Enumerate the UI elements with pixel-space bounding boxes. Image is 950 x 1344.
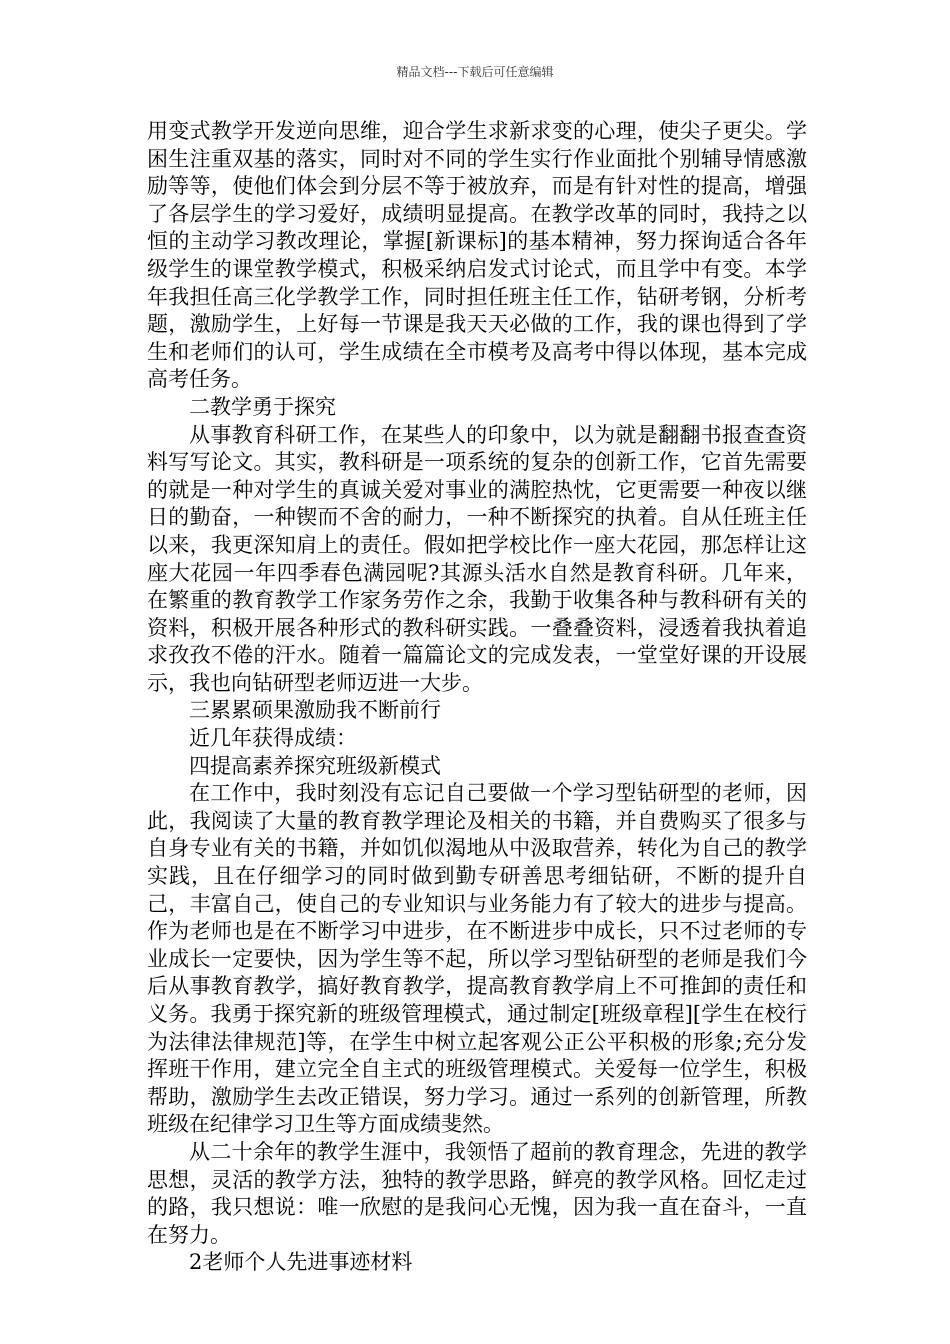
document-body (147, 118, 807, 1277)
section-heading-class-model: 四提高素养探究班级新模式 (189, 753, 441, 778)
paragraph-teaching-methods: 用变式教学开发逆向思维，迎合学生求新求变的心理，使尖子更尖。学困生注重双基的落实，同时对不同的学生实行作业面批个别辅导情感激励等等，使他们体会到分层不等于被放弃，而是有针对性的提高，增强了各层学生的学习爱好，成绩明显提高。在教学改革的同时，我持之以恒的主动学习教改理论，掌握[新课标]的基本精神，努力探询适合各年级学生的课堂教学模式，积极采纳启发式讨论式，而且学中有变。本学年我担任高三化学教学工作，同时担任班主任工作，钻研考钢，分析考题，激励学生，上好每一节课是我天天必做的工作，我的课也得到了学生和老师们的认可，学生成绩在全市模考及高考中得以体现，基本完成高考任务。 (147, 119, 807, 392)
paragraph-research: 从事教育科研工作，在某些人的印象中，以为就是翻翻书报查查资料写写论文。其实，教科研是一项系统的复杂的创新工作，它首先需要的就是一种对学生的真诚关爱对事业的满腔热忱，它更需要一种夜以继日的勤奋，一种锲而不舍的耐力，一种不断探究的执着。自从任班主任以来，我更深知肩上的责任。假如把学校比作一座大花园，那怎样让这座大花园一年四季春色满园呢?其源头活水自然是教育科研。几年来，在繁重的教育教学工作家务劳作之余，我勤于收集各种与教科研有关的资料，积极开展各种形式的教科研实践。一叠叠资料，浸透着我执着追求孜孜不倦的汗水。随着一篇篇论文的完成发表，一堂堂好课的开设展示，我也向钻研型老师迈进一大步。 (147, 422, 807, 695)
section-heading-achievements: 三累累硕果激励我不断前行 (189, 698, 441, 723)
page-header: 精品文档---下载后可任意编辑 (396, 65, 554, 79)
paragraph-class-management: 在工作中，我时刻没有忘记自己要做一个学习型钻研型的老师，因此，我阅读了大量的教育教学理论及相关的书籍，并自费购买了很多与自身专业有关的书籍，并如饥似渴地从中汲取营养，转化为自己的教学实践，且在仔细学习的同时做到勤专研善思考细钻研，不断的提升自己，丰富自己，使自己的专业知识与业务能力有了较大的进步与提高。作为老师也是在不断学习中进步，在不断进步中成长，只不过老师的专业成长一定要快，因为学生等不起，所以学习型钻研型的老师是我们今后从事教育教学，搞好教育教学，提高教育教学肩上不可推卸的责任和义务。我勇于探究新的班级管理模式，通过制定[班级章程][学生在校行为法律法律规范]等，在学生中树立起客观公正公平积极的形象;充分发挥班干作用，建立完全自主式的班级管理模式。关爱每一位学生，积极帮助，激励学生去改正错误，努力学习。通过一系列的创新管理，所教班级在纪律学习卫生等方面成绩斐然。 (147, 781, 807, 1137)
section-heading-exploration: 二教学勇于探究 (189, 394, 336, 419)
section-heading-next-material: 2老师个人先进事迹材料 (189, 1250, 413, 1275)
paragraph-recent-results: 近几年获得成绩： (189, 726, 357, 751)
paragraph-reflection: 从二十余年的教学生涯中，我领悟了超前的教育理念，先进的教学思想，灵活的教学方法，独特的教学思路，鲜亮的教学风格。回忆走过的路，我只想说：唯一欣慰的是我问心无愧，因为我一直在奋斗，一直在努力。 (147, 1139, 807, 1247)
